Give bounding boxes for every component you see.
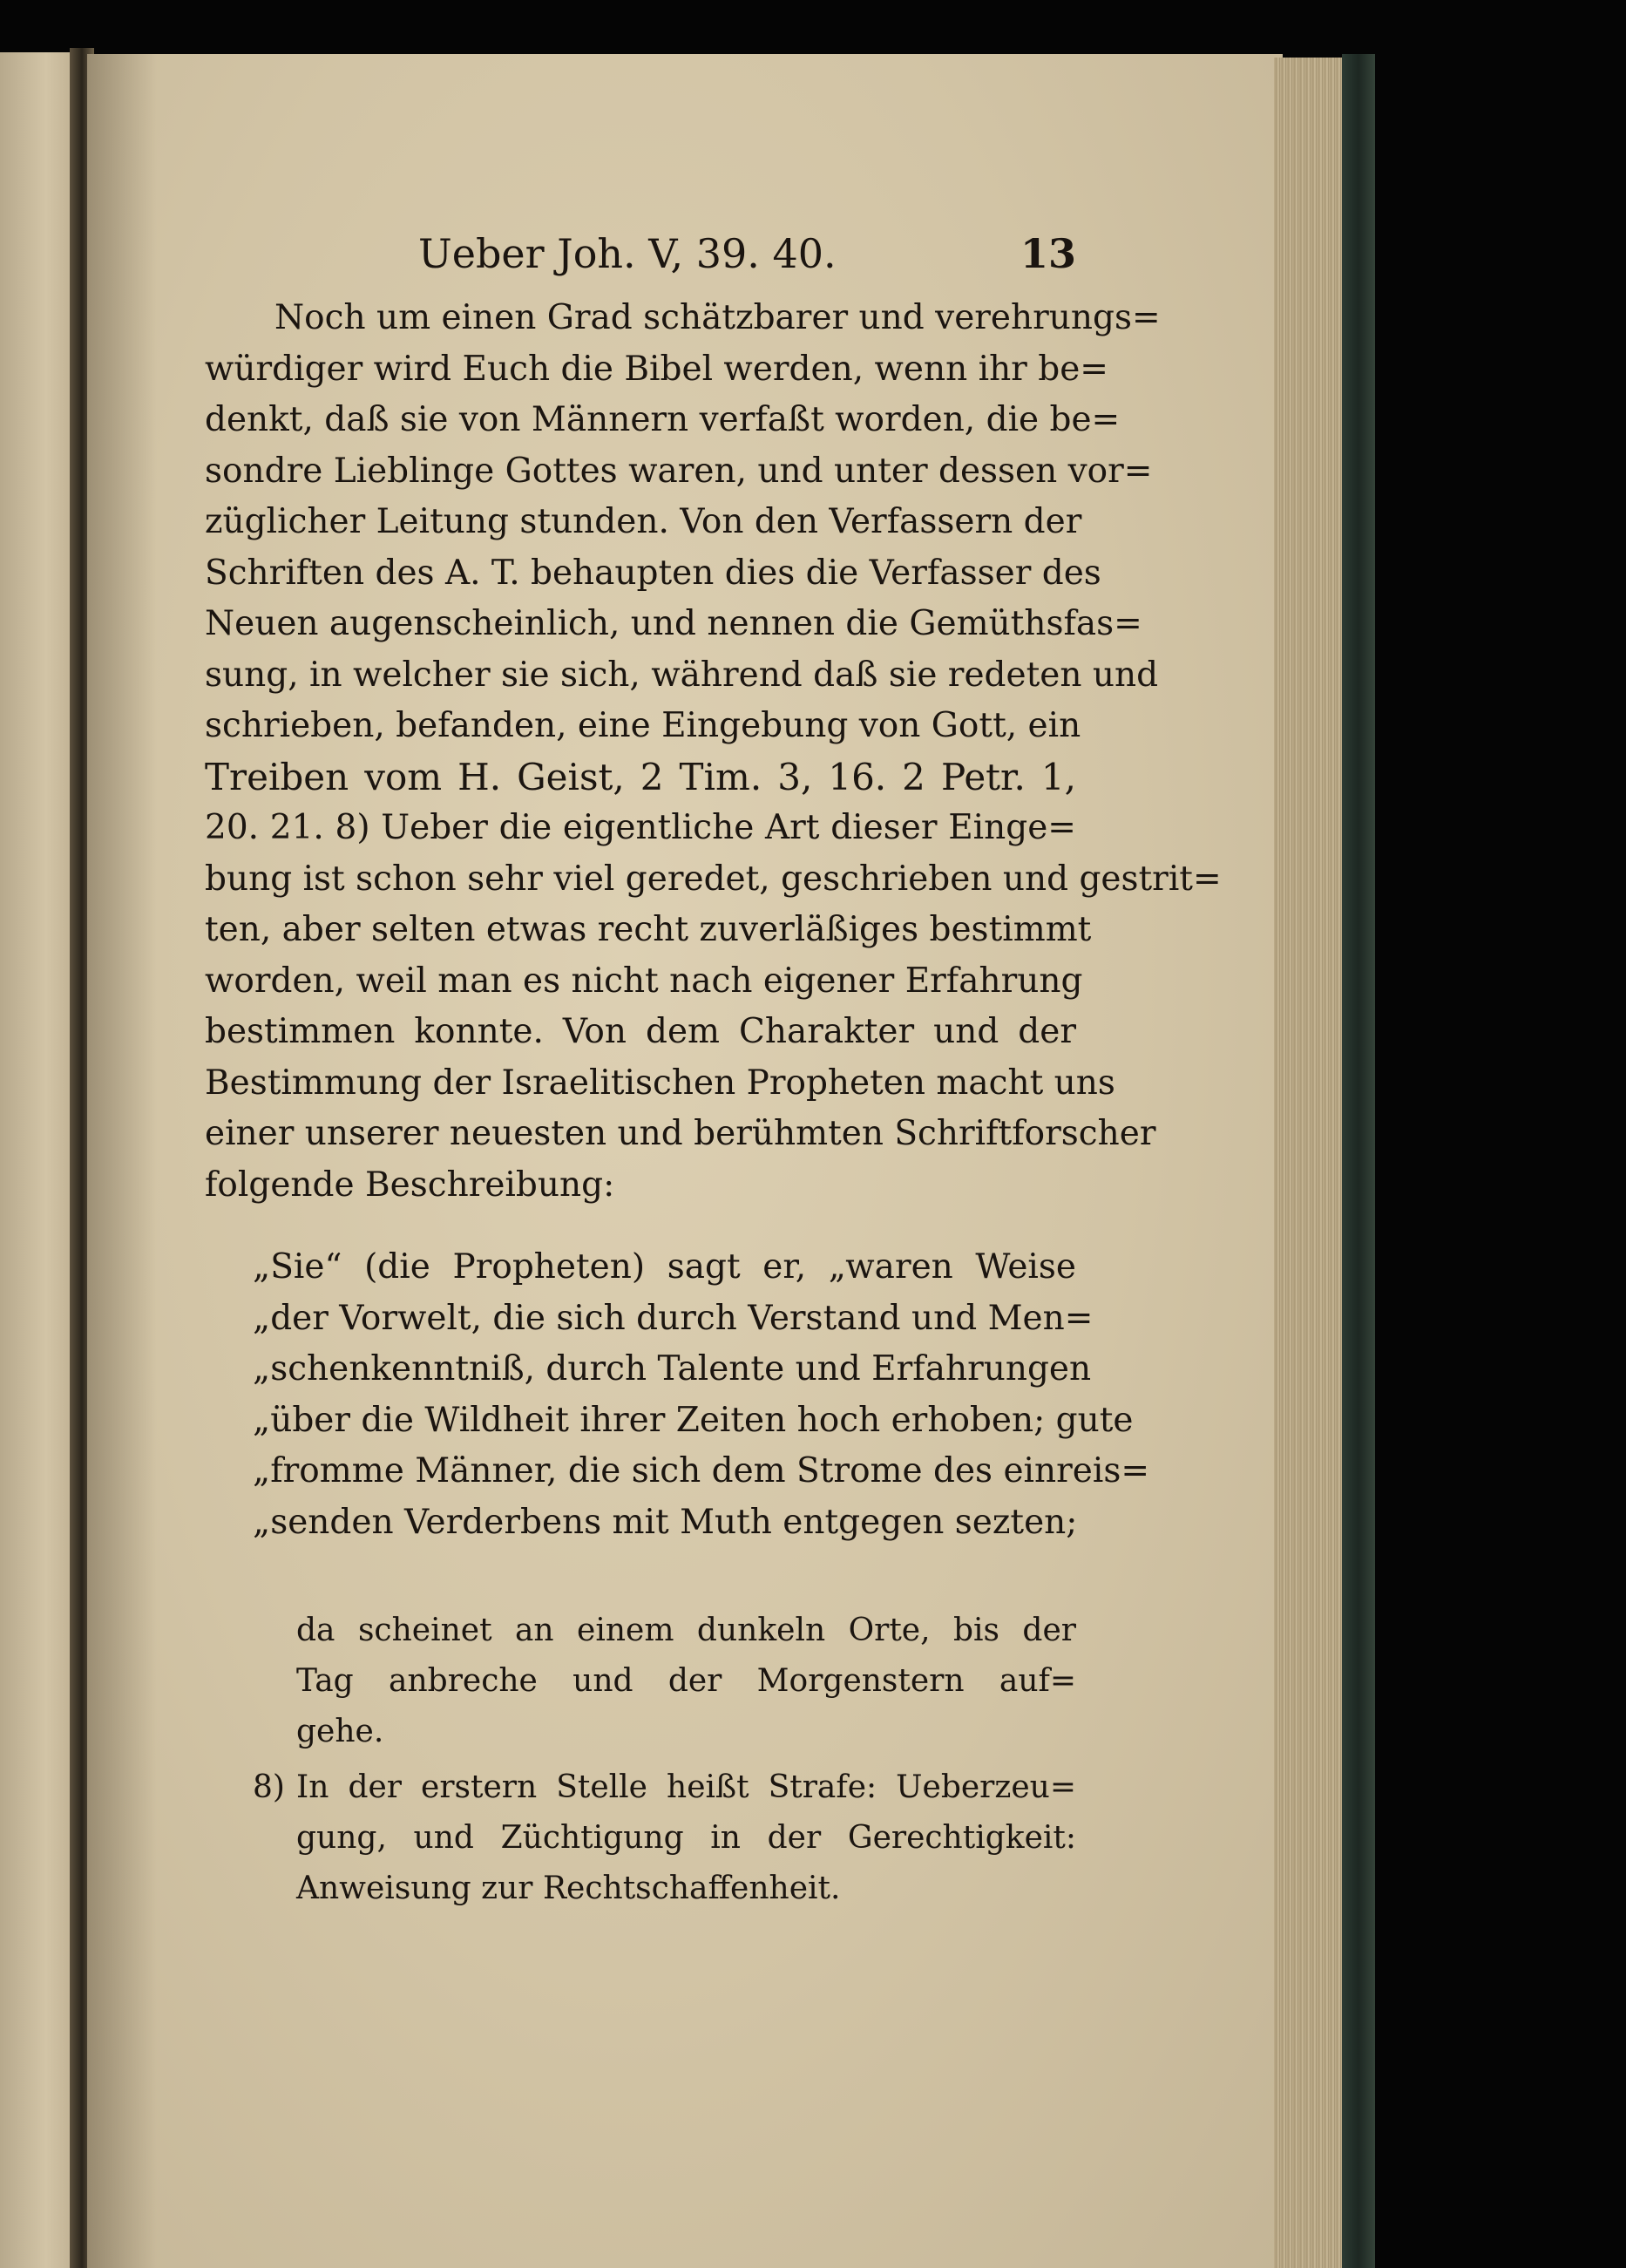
book-cover-edge [1342,54,1375,2268]
footnote-8 [205,1762,1076,1914]
running-title: Ueber Joh. V, 39. 40. [418,230,837,277]
quote-line: „fromme Männer, die sich dem Strome des einreis= [253,1451,1150,1490]
body-line: 20. 21. 8) Ueber die eigentliche Art dieser Einge= [205,808,1076,847]
footnote-marker: 8) [253,1769,285,1805]
quote-line: „der Vorwelt, die sich durch Verstand und Men= [253,1298,1094,1338]
footnote-line: Anweisung zur Rechtschaffenheit. [296,1871,841,1906]
page-number: 13 [1020,230,1076,277]
body-line: Neuen augenscheinlich, und nennen die Gemüthsfas= [205,604,1142,643]
body-line: Noch um einen Grad schätzbarer und verehrungs= [274,298,1161,337]
body-line: sondre Lieblinge Gottes waren, und unter dessen vor= [205,451,1153,491]
quotation-block [205,1242,1150,1548]
body-line: denkt, daß sie von Männern verfaßt worden, die be= [205,400,1121,439]
body-line: bestimmen konnte. Von dem Charakter und der [205,1012,1076,1051]
running-head [205,227,1076,281]
body-line: züglicher Leitung stunden. Von den Verfassern der [205,502,1082,541]
quote-line: „Sie“ (die Propheten) sagt er, „waren Weise [253,1247,1076,1287]
quote-line: „über die Wildheit ihrer Zeiten hoch erhoben; gute [253,1400,1134,1440]
gutter-shadow [87,54,157,2268]
page-text [205,227,1222,1914]
footnote-line: In der erstern Stelle heißt Strafe: Ueberzeu= [296,1769,1076,1805]
body-line: Bestimmung der Israelitischen Propheten macht uns [205,1063,1115,1103]
body-line: schrieben, befanden, eine Eingebung von Gott, ein [205,706,1081,745]
footnote-line: gehe. [296,1714,384,1749]
body-line: Schriften des A. T. behaupten dies die Verfasser des [205,553,1101,593]
quote-line: „schenkenntniß, durch Talente und Erfahrungen [253,1349,1092,1389]
footnote-continuation [205,1606,1076,1757]
body-line: worden, weil man es nicht nach eigener Erfahrung [205,961,1083,1001]
body-line: ten, aber selten etwas recht zuverläßiges bestimmt [205,910,1092,949]
page-block-edge [1274,58,1351,2268]
body-line: bung ist schon sehr viel geredet, geschrieben und gestrit= [205,859,1222,899]
footnote-line: Tag anbreche und der Morgenstern auf= [296,1663,1076,1699]
body-paragraph [205,293,1222,1211]
body-line: einer unserer neuesten und berühmten Schriftforscher [205,1114,1156,1153]
quote-line: „senden Verderbens mit Muth entgegen sezten; [253,1502,1078,1542]
body-line: folgende Beschreibung: [205,1165,615,1205]
body-line: Treiben vom H. Geist, 2 Tim. 3, 16. 2 Petr. 1, [205,755,1076,798]
body-line: würdiger wird Euch die Bibel werden, wenn ihr be= [205,349,1108,389]
footnote-line: gung, und Züchtigung in der Gerechtigkeit: [296,1820,1076,1856]
facing-page-edge [0,52,77,2268]
footnote-line: da scheinet an einem dunkeln Orte, bis der [296,1613,1076,1648]
body-line: sung, in welcher sie sich, während daß sie redeten und [205,655,1159,695]
